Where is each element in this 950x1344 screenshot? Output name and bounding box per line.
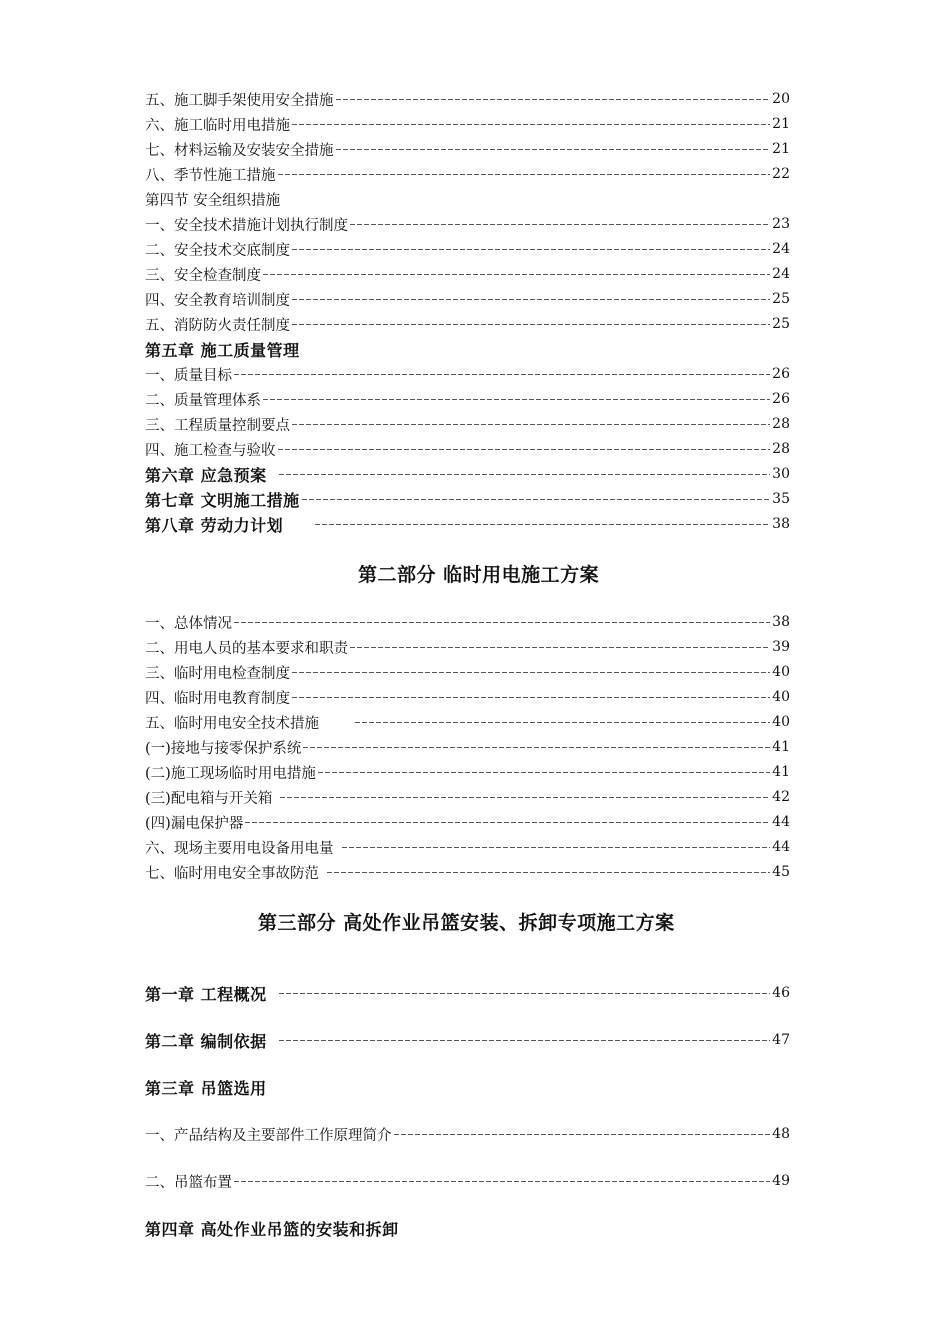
toc-entry-page: 42 [772, 789, 790, 805]
toc-entry[interactable] [145, 288, 790, 310]
toc-entry-page: 21 [772, 141, 790, 157]
leader-dots [234, 622, 770, 623]
leader-dots [318, 772, 770, 773]
toc-entry-page: 48 [772, 1126, 790, 1142]
toc-entry-title: 四、安全教育培训制度 [145, 292, 290, 309]
leader-dots [263, 399, 770, 400]
leader-dots [292, 672, 770, 673]
toc-chapter-entry[interactable] [145, 982, 790, 1004]
toc-entry-title: (二)施工现场临时用电措施 [145, 765, 316, 782]
leader-dots [292, 324, 770, 325]
toc-entry[interactable] [145, 238, 790, 260]
toc-entry-page: 28 [772, 441, 790, 457]
part-two-heading: 第二部分 临时用电施工方案 [358, 564, 600, 586]
leader-dots [303, 747, 770, 748]
leader-dots [394, 1134, 771, 1135]
toc-entry[interactable] [145, 861, 790, 883]
leader-dots [234, 1181, 770, 1182]
toc-entry[interactable] [145, 1123, 790, 1145]
toc-entry-title: 一、总体情况 [145, 615, 232, 632]
toc-entry-title: 一、产品结构及主要部件工作原理简介 [145, 1127, 392, 1144]
toc-entry-title: 二、质量管理体系 [145, 392, 261, 409]
toc-entry-page: 45 [772, 864, 790, 880]
toc-entry-title: 七、临时用电安全事故防范 [145, 865, 319, 882]
leader-dots [355, 722, 770, 723]
toc-entry-title: 三、工程质量控制要点 [145, 417, 290, 434]
toc-entry-title: 五、消防防火责任制度 [145, 317, 290, 334]
toc-entry-title: 第七章 文明施工措施 [145, 490, 300, 510]
leader-dots [292, 424, 770, 425]
toc-entry[interactable] [145, 138, 790, 160]
toc-chapter-entry[interactable] [145, 1029, 790, 1051]
toc-entry-page: 46 [772, 985, 790, 1001]
toc-entry[interactable] [145, 263, 790, 285]
toc-entry-page: 26 [772, 391, 790, 407]
leader-dots [245, 822, 770, 823]
part-three-heading: 第三部分 高处作业吊篮安装、拆卸专项施工方案 [258, 912, 675, 934]
leader-dots [263, 274, 770, 275]
toc-entry-title: 第三章 吊篮选用 [145, 1078, 267, 1098]
leader-dots [315, 524, 770, 525]
leader-dots [327, 872, 770, 873]
leader-dots [342, 847, 771, 848]
toc-entry-title: 六、现场主要用电设备用电量 [145, 840, 334, 857]
toc-entry-page: 28 [772, 416, 790, 432]
toc-chapter-heading[interactable] [145, 1217, 790, 1239]
leader-dots [350, 224, 770, 225]
toc-entry-title: (三)配电箱与开关箱 [145, 790, 273, 807]
leader-dots [336, 99, 771, 100]
toc-entry-title: 第四章 高处作业吊篮的安装和拆卸 [145, 1219, 399, 1239]
toc-entry-page: 38 [772, 614, 790, 630]
toc-entry-title: 二、吊篮布置 [145, 1174, 232, 1191]
toc-entry-title: 第二章 编制依据 [145, 1031, 267, 1051]
toc-entry[interactable] [145, 438, 790, 460]
toc-entry-page: 26 [772, 366, 790, 382]
leader-dots [292, 124, 770, 125]
toc-chapter-heading[interactable] [145, 338, 790, 360]
leader-dots [280, 797, 770, 798]
leader-dots [279, 993, 771, 994]
leader-dots [292, 299, 770, 300]
toc-entry-page: 44 [772, 839, 790, 855]
leader-dots [292, 249, 770, 250]
toc-entry-title: 第六章 应急预案 [145, 465, 267, 485]
toc-entry-page: 25 [772, 291, 790, 307]
toc-entry-page: 38 [772, 516, 790, 532]
toc-entry[interactable] [145, 413, 790, 435]
leader-dots [234, 374, 770, 375]
toc-entry-title: 五、施工脚手架使用安全措施 [145, 92, 334, 109]
toc-entry-title: (一)接地与接零保护系统 [145, 740, 302, 757]
toc-entry-page: 44 [772, 814, 790, 830]
toc-entry-page: 24 [772, 241, 790, 257]
toc-entry-page: 23 [772, 216, 790, 232]
toc-entry-title: 第八章 劳动力计划 [145, 515, 284, 535]
toc-entry[interactable] [145, 113, 790, 135]
toc-entry-page: 40 [772, 714, 790, 730]
toc-entry[interactable] [145, 786, 790, 808]
toc-entry-page: 47 [772, 1032, 790, 1048]
toc-entry[interactable] [145, 761, 790, 783]
toc-entry[interactable] [145, 1170, 790, 1192]
toc-entry-title: 五、临时用电安全技术措施 [145, 715, 319, 732]
toc-chapter-entry[interactable] [145, 463, 790, 485]
toc-entry-page: 49 [772, 1173, 790, 1189]
toc-entry[interactable] [145, 88, 790, 110]
toc-entry-title: 二、用电人员的基本要求和职责 [145, 640, 348, 657]
toc-entry-page: 21 [772, 116, 790, 132]
toc-entry-page: 24 [772, 266, 790, 282]
toc-chapter-heading[interactable] [145, 1076, 790, 1098]
toc-entry[interactable] [145, 661, 790, 683]
toc-entry-title: 四、临时用电教育制度 [145, 690, 290, 707]
toc-entry[interactable] [145, 836, 790, 858]
toc-entry-page: 41 [772, 764, 790, 780]
toc-chapter-entry[interactable] [145, 513, 790, 535]
toc-entry[interactable] [145, 363, 790, 385]
toc-section-heading[interactable] [145, 188, 790, 210]
toc-entry[interactable] [145, 736, 790, 758]
toc-entry-page: 35 [772, 491, 790, 507]
toc-entry-page: 22 [772, 166, 790, 182]
leader-dots [279, 474, 771, 475]
leader-dots [292, 697, 770, 698]
toc-entry[interactable] [145, 636, 790, 658]
toc-entry-title: 八、季节性施工措施 [145, 167, 276, 184]
toc-entry-page: 20 [772, 91, 790, 107]
toc-entry-title: 六、施工临时用电措施 [145, 117, 290, 134]
toc-entry-page: 40 [772, 689, 790, 705]
toc-entry[interactable] [145, 313, 790, 335]
toc-entry-title: 第一章 工程概况 [145, 984, 267, 1004]
toc-entry[interactable] [145, 686, 790, 708]
toc-entry-title: 三、安全检查制度 [145, 267, 261, 284]
leader-dots [279, 1040, 771, 1041]
toc-entry-page: 39 [772, 639, 790, 655]
toc-entry-title: (四)漏电保护器 [145, 815, 244, 832]
toc-entry-page: 25 [772, 316, 790, 332]
toc-entry-page: 30 [772, 466, 790, 482]
toc-entry-title: 二、安全技术交底制度 [145, 242, 290, 259]
leader-dots [350, 647, 770, 648]
toc-chapter-entry[interactable] [145, 488, 790, 510]
toc-entry[interactable] [145, 611, 790, 633]
toc-entry-title: 四、施工检查与验收 [145, 442, 276, 459]
toc-entry[interactable] [145, 811, 790, 833]
toc-entry-page: 41 [772, 739, 790, 755]
toc-entry[interactable] [145, 388, 790, 410]
leader-dots [278, 174, 771, 175]
leader-dots [336, 149, 771, 150]
toc-entry[interactable] [145, 163, 790, 185]
toc-entry-page: 40 [772, 664, 790, 680]
toc-entry[interactable] [145, 711, 790, 733]
toc-entry-title: 第四节 安全组织措施 [145, 192, 281, 209]
leader-dots [278, 449, 771, 450]
toc-entry-title: 三、临时用电检查制度 [145, 665, 290, 682]
leader-dots [302, 499, 771, 500]
toc-entry-title: 七、材料运输及安装安全措施 [145, 142, 334, 159]
toc-entry-title: 一、质量目标 [145, 367, 232, 384]
toc-entry-title: 一、安全技术措施计划执行制度 [145, 217, 348, 234]
toc-entry[interactable] [145, 213, 790, 235]
toc-entry-title: 第五章 施工质量管理 [145, 340, 300, 360]
